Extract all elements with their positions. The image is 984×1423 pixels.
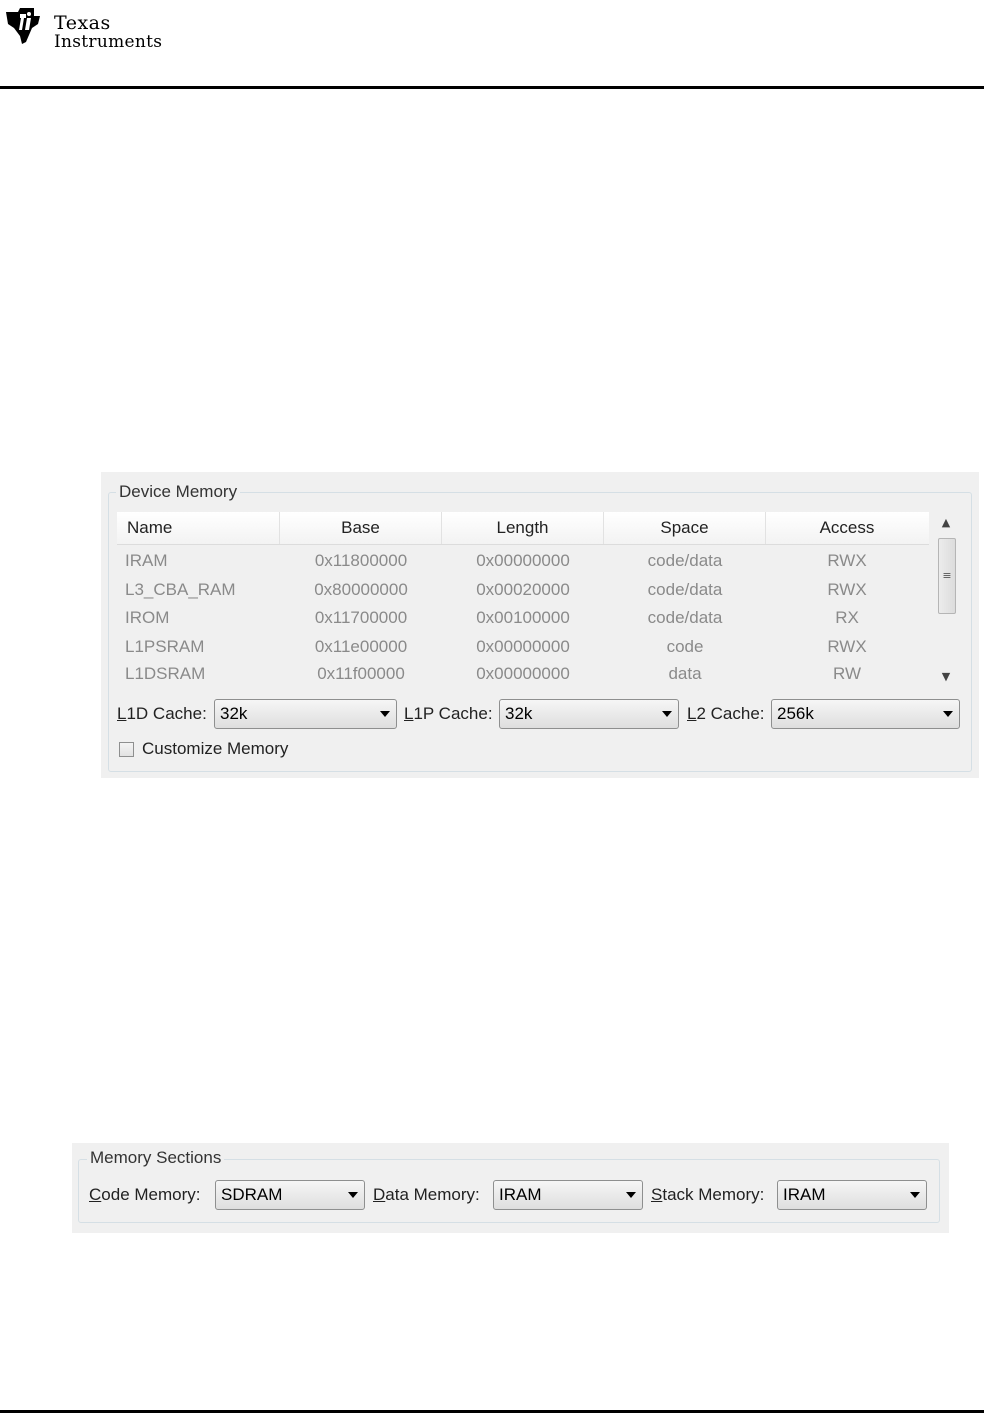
device-memory-panel xyxy=(101,472,979,778)
cell-base: 0x11700000 xyxy=(314,608,408,627)
table-row[interactable] xyxy=(117,547,929,575)
code-memory-label: Code Memory: xyxy=(89,1185,201,1204)
scroll-down-arrow-icon[interactable]: ▼ xyxy=(941,670,951,683)
l2-cache-value: 256k xyxy=(777,704,814,723)
cell-length: 0x00020000 xyxy=(476,580,570,599)
code-memory-select[interactable] xyxy=(215,1180,365,1210)
table-row[interactable] xyxy=(117,604,929,632)
cell-access: RWX xyxy=(827,551,867,570)
customize-memory-label[interactable]: Customize Memory xyxy=(142,739,289,758)
l2-cache-select[interactable] xyxy=(771,699,960,729)
memory-sections-panel xyxy=(72,1143,949,1233)
cell-name: L1PSRAM xyxy=(125,637,205,656)
logo-text-instruments: Instruments xyxy=(54,32,163,52)
chevron-down-icon xyxy=(943,711,953,717)
l1d-cache-select[interactable] xyxy=(214,699,397,729)
l1d-cache-value: 32k xyxy=(220,704,248,723)
l1p-cache-label: L1P Cache: xyxy=(404,704,493,723)
table-vertical-scrollbar[interactable] xyxy=(935,512,959,690)
cell-space: code/data xyxy=(647,580,723,599)
footer-rule xyxy=(0,1410,984,1413)
l1d-cache-label: L1D Cache: xyxy=(117,704,207,723)
column-header-access[interactable]: Access xyxy=(819,518,875,537)
table-row[interactable] xyxy=(117,576,929,604)
cell-space: code/data xyxy=(647,608,723,627)
customize-memory-checkbox[interactable] xyxy=(119,742,134,757)
column-header-base[interactable]: Base xyxy=(280,512,442,544)
device-memory-title: Device Memory xyxy=(116,482,240,502)
cell-name: IROM xyxy=(125,608,170,627)
cell-length: 0x00000000 xyxy=(476,551,570,570)
chevron-down-icon xyxy=(348,1192,358,1198)
column-header-length[interactable]: Length xyxy=(442,512,604,544)
cell-length: 0x00000000 xyxy=(476,637,570,656)
table-row[interactable] xyxy=(117,633,929,661)
cell-access: RWX xyxy=(827,580,867,599)
cell-access: RWX xyxy=(827,637,867,656)
cell-base: 0x80000000 xyxy=(314,580,408,599)
cell-name: IRAM xyxy=(125,551,168,570)
memory-table-header xyxy=(117,512,929,545)
cell-length: 0x00100000 xyxy=(476,608,570,627)
memory-table[interactable] xyxy=(117,512,933,690)
cell-base: 0x11f00000 xyxy=(317,664,405,683)
chevron-down-icon xyxy=(662,711,672,717)
table-row[interactable] xyxy=(117,660,929,688)
cell-name: L3_CBA_RAM xyxy=(125,580,236,599)
ti-logo xyxy=(4,6,194,50)
cell-space: code xyxy=(666,637,704,656)
chevron-down-icon xyxy=(910,1192,920,1198)
cell-length: 0x00000000 xyxy=(476,664,570,683)
code-memory-value: SDRAM xyxy=(221,1185,283,1204)
logo-text-texas: Texas xyxy=(54,12,111,34)
ti-logo-icon xyxy=(4,6,50,46)
cell-base: 0x11e00000 xyxy=(314,637,408,656)
stack-memory-value: IRAM xyxy=(783,1185,826,1204)
column-header-space[interactable]: Space xyxy=(604,512,766,544)
memory-sections-title: Memory Sections xyxy=(87,1148,224,1168)
cell-access: RX xyxy=(835,608,859,627)
header-rule xyxy=(0,86,984,89)
l1p-cache-select[interactable] xyxy=(499,699,679,729)
stack-memory-label: Stack Memory: xyxy=(651,1185,765,1204)
chevron-down-icon xyxy=(380,711,390,717)
cell-space: code/data xyxy=(647,551,723,570)
data-memory-select[interactable] xyxy=(493,1180,643,1210)
stack-memory-select[interactable] xyxy=(777,1180,927,1210)
l1p-cache-value: 32k xyxy=(505,704,533,723)
cell-name: L1DSRAM xyxy=(125,664,206,683)
cell-base: 0x11800000 xyxy=(314,551,408,570)
data-memory-value: IRAM xyxy=(499,1185,542,1204)
chevron-down-icon xyxy=(626,1192,636,1198)
column-header-name[interactable]: Name xyxy=(117,512,280,544)
l2-cache-label: L2 Cache: xyxy=(687,704,765,723)
data-memory-label: Data Memory: xyxy=(373,1185,480,1204)
scrollbar-thumb[interactable]: ≡ xyxy=(938,538,956,614)
cell-space: data xyxy=(668,664,702,683)
cell-access: RW xyxy=(832,664,861,683)
scroll-up-arrow-icon[interactable]: ▲ xyxy=(941,516,951,529)
